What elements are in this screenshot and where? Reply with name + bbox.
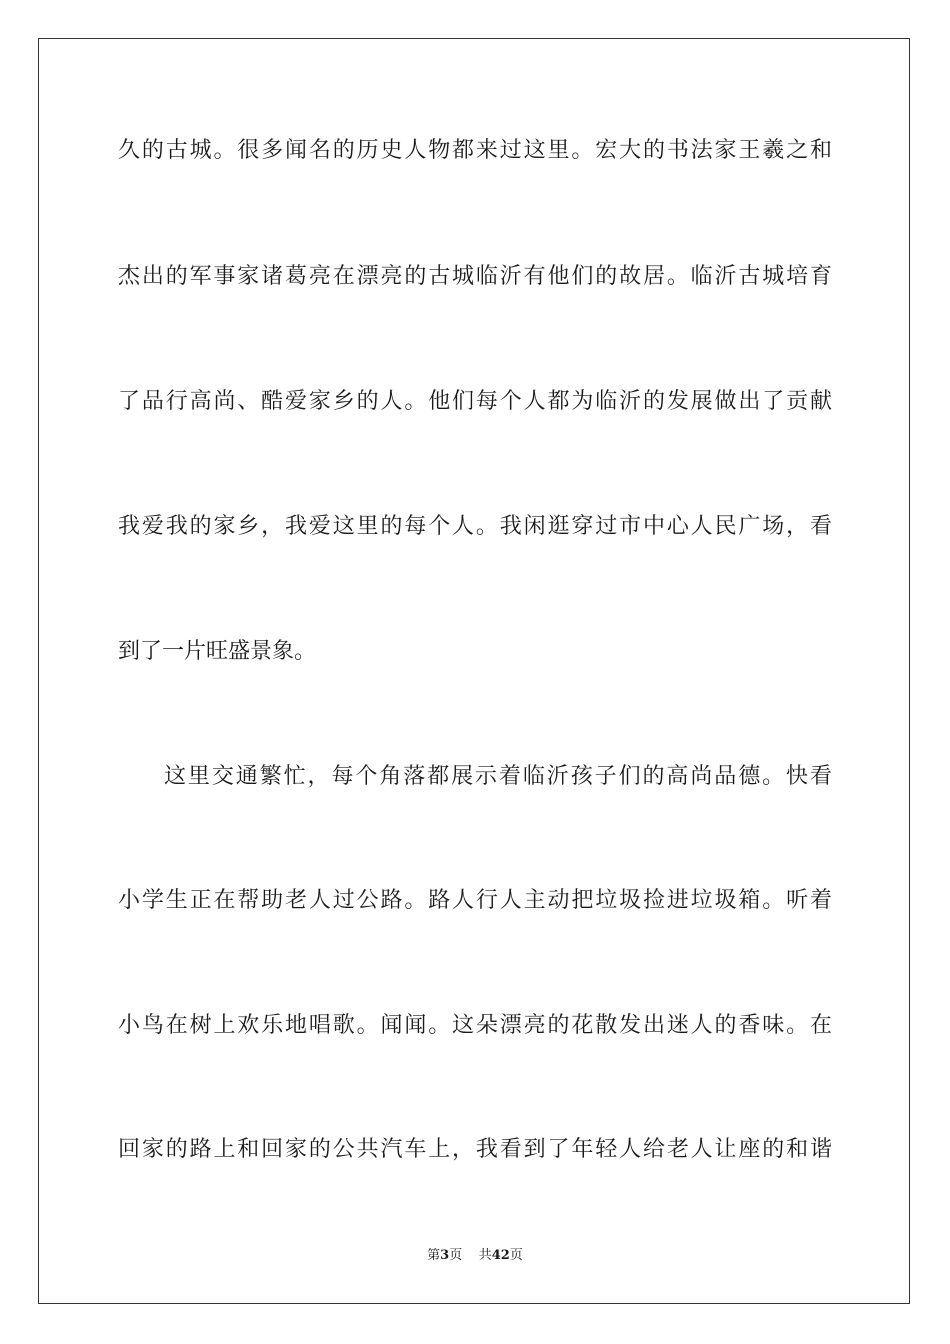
page-prefix: 第	[427, 1248, 441, 1263]
paragraph-line-6: 这里交通繁忙，每个角落都展示着临沂孩子们的高尚品德。快看	[164, 764, 832, 789]
paragraph-line-4: 我爱我的家乡，我爱这里的每个人。我闲逛穿过市中心人民广场，看	[118, 514, 832, 539]
page-footer	[0, 1247, 950, 1265]
page-suffix: 页	[449, 1248, 463, 1263]
total-prefix: 共	[478, 1248, 492, 1263]
paragraph-line-9: 回家的路上和回家的公共汽车上，我看到了年轻人给老人让座的和谐	[118, 1137, 832, 1162]
page-border	[38, 38, 910, 1304]
total-suffix: 页	[509, 1248, 523, 1263]
total-pages-number: 42	[491, 1248, 510, 1263]
paragraph-line-5: 到了一片旺盛景象。	[118, 639, 317, 664]
paragraph-line-1: 久的古城。很多闻名的历史人物都来过这里。宏大的书法家王羲之和	[118, 138, 832, 163]
paragraph-line-8: 小鸟在树上欢乐地唱歌。闻闻。这朵漂亮的花散发出迷人的香味。在	[118, 1013, 832, 1038]
paragraph-line-2: 杰出的军事家诸葛亮在漂亮的古城临沂有他们的故居。临沂古城培育	[118, 264, 832, 289]
current-page-number: 3	[440, 1248, 450, 1263]
paragraph-line-3: 了品行高尚、酷爱家乡的人。他们每个人都为临沂的发展做出了贡献	[118, 389, 832, 414]
paragraph-line-7: 小学生正在帮助老人过公路。路人行人主动把垃圾捡进垃圾箱。听着	[118, 888, 832, 913]
